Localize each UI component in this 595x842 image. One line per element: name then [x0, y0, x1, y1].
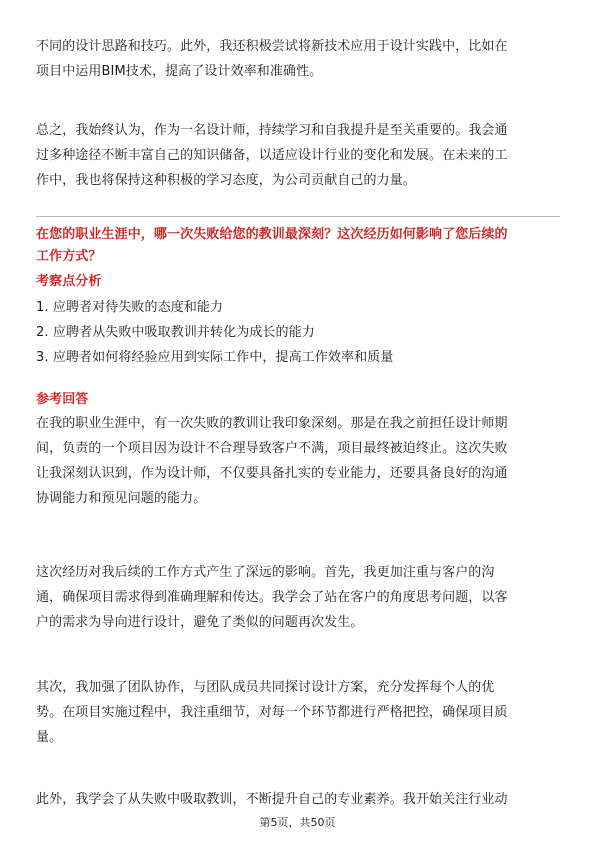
text-line: 过多种途径不断丰富自己的知识储备，以适应设计行业的变化和发展。在未来的工	[36, 148, 508, 163]
text-line: 其次，我加强了团队协作，与团队成员共同探讨设计方案，充分发挥每个人的优	[36, 680, 495, 695]
text-line: 项目中运用BIM技术，提高了设计效率和准确性。	[36, 64, 323, 79]
text-line: 在我的职业生涯中，有一次失败的教训让我印象深刻。那是在我之前担任设计师期	[36, 416, 508, 431]
text-line: 通，确保项目需求得到准确理解和传达。我学会了站在客户的角度思考问题，以客	[36, 590, 508, 605]
text-line: 间，负责的一个项目因为设计不合理导致客户不满，项目最终被迫终止。这次失败	[36, 441, 508, 456]
text-line: 这次经历对我后续的工作方式产生了深远的影响。首先，我更加注重与客户的沟	[36, 565, 495, 580]
text-line: 协调能力和预见问题的能力。	[36, 491, 207, 506]
analysis-item: 2. 应聘者从失败中吸取教训并转化为成长的能力	[36, 325, 315, 340]
analysis-item: 1. 应聘者对待失败的态度和能力	[36, 300, 224, 315]
section-divider	[36, 216, 560, 217]
answer-paragraph-4	[36, 787, 560, 812]
answer-paragraph-2	[36, 560, 560, 635]
analysis-list	[36, 295, 560, 370]
text-line: 此外，我学会了从失败中吸取教训，不断提升自己的专业素养。我开始关注行业动	[36, 792, 508, 807]
analysis-heading: 考察点分析	[36, 274, 102, 289]
text-line: 户的需求为导向进行设计，避免了类似的问题再次发生。	[36, 615, 364, 630]
question-line: 在您的职业生涯中，哪一次失败给您的教训最深刻？这次经历如何影响了您后续的	[36, 227, 508, 242]
answer-paragraph-1	[36, 411, 560, 511]
text-line: 不同的设计思路和技巧。此外，我还积极尝试将新技术应用于设计实践中，比如在	[36, 39, 508, 54]
answer-paragraph-3	[36, 675, 560, 750]
text-line: 总之，我始终认为，作为一名设计师，持续学习和自我提升是至关重要的。我会通	[36, 123, 508, 138]
interview-question	[36, 224, 560, 268]
intro-paragraph-tail	[36, 34, 560, 84]
text-line: 势。在项目实施过程中，我注重细节，对每一个环节都进行严格把控，确保项目质	[36, 705, 508, 720]
text-line: 作中，我也将保持这种积极的学习态度，为公司贡献自己的力量。	[36, 173, 416, 188]
answer-heading: 参考回答	[36, 392, 89, 407]
page-number-footer: 第5页，共50页	[259, 816, 336, 829]
question-line: 工作方式？	[36, 249, 102, 264]
summary-paragraph	[36, 118, 560, 193]
text-line: 让我深刻认识到，作为设计师，不仅要具备扎实的专业能力，还要具备良好的沟通	[36, 466, 508, 481]
text-line: 量。	[36, 730, 63, 745]
analysis-item: 3. 应聘者如何将经验应用到实际工作中，提高工作效率和质量	[36, 350, 394, 365]
